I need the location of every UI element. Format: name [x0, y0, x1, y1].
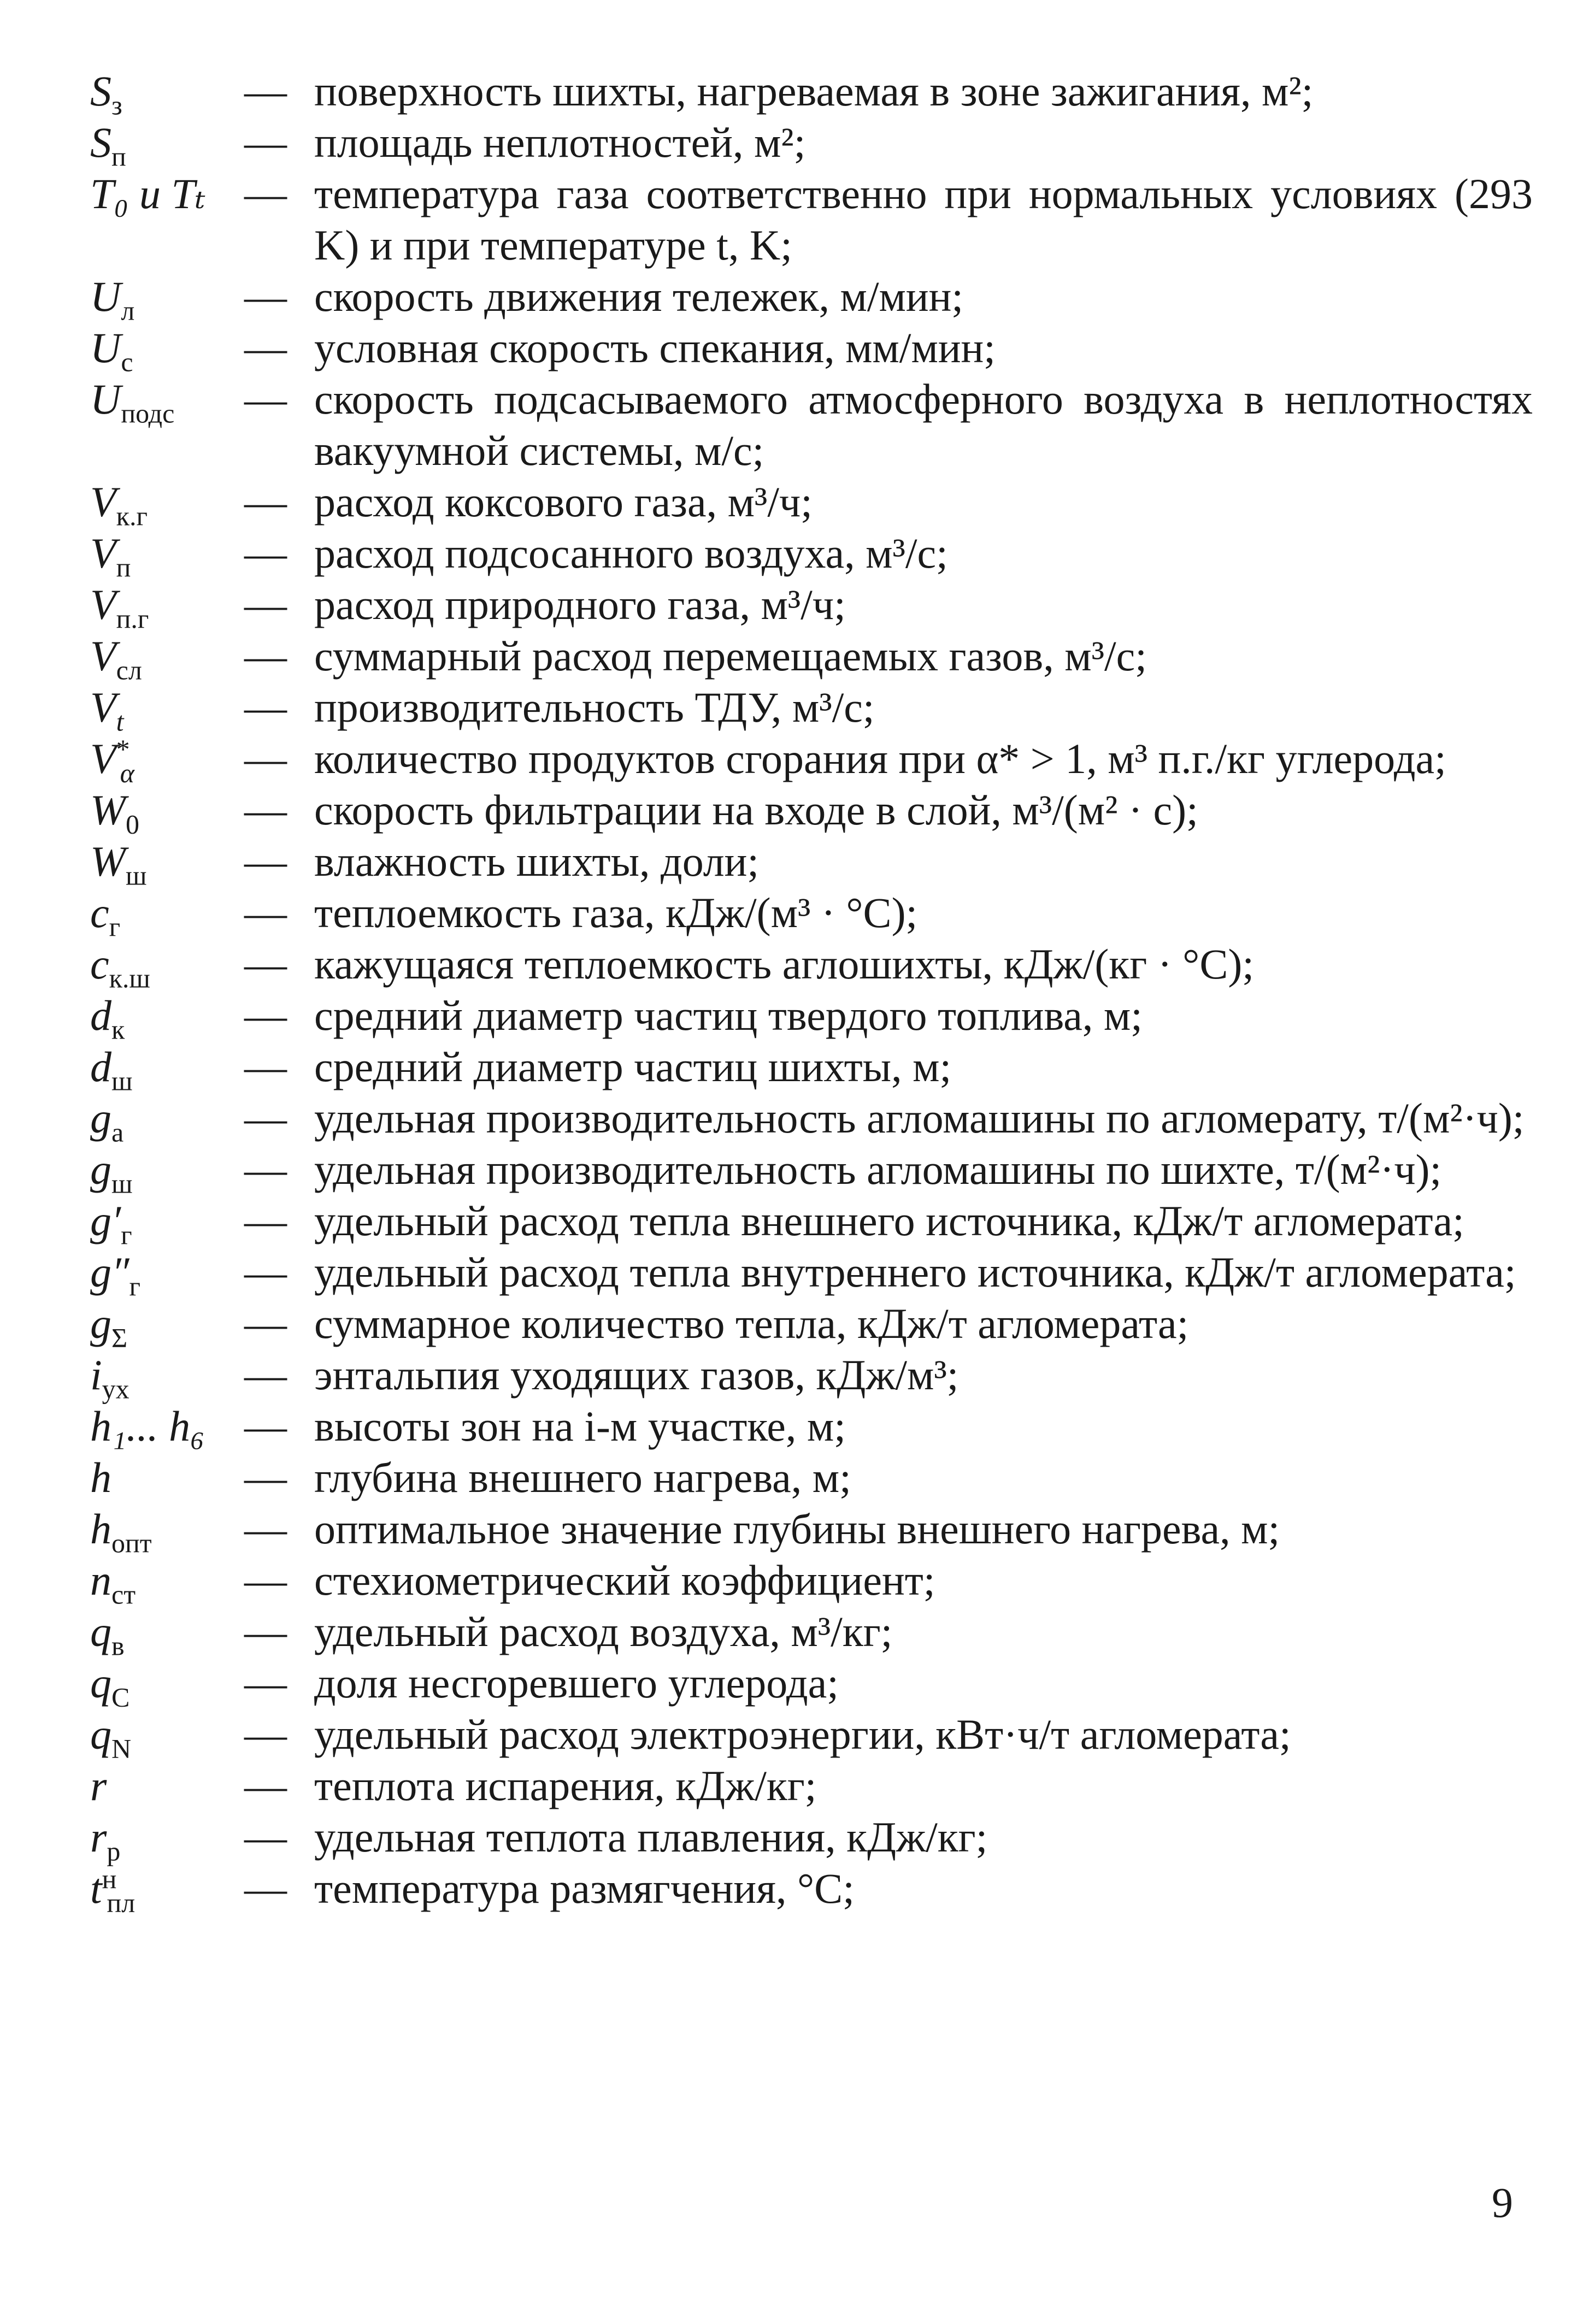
- symbol-base: q: [90, 1659, 111, 1707]
- notation-symbol: [90, 1298, 244, 1353]
- symbol-base: S: [90, 119, 111, 166]
- notation-entry: [90, 990, 1533, 1045]
- dash: —: [244, 1248, 287, 1296]
- notation-definition: расход коксового газа, м³/ч;: [314, 478, 813, 526]
- symbol-base: U: [90, 324, 121, 371]
- notation-entry: [90, 785, 1533, 840]
- notation-entry: [90, 836, 1533, 891]
- notation-symbol: [90, 887, 244, 942]
- notation-entry: [90, 1195, 1533, 1251]
- dash: —: [244, 375, 287, 423]
- dash: —: [244, 1454, 287, 1501]
- symbol-subscript: а: [111, 1117, 124, 1148]
- symbol-base: g: [90, 1094, 111, 1142]
- symbol-base: d: [90, 992, 111, 1039]
- dash: —: [244, 170, 287, 217]
- symbol-subscript: N: [111, 1733, 132, 1764]
- notation-definition: удельная теплота плавления, кДж/кг;: [314, 1813, 988, 1861]
- notation-definition: поверхность шихты, нагреваемая в зоне зажигания, м²;: [314, 67, 1314, 115]
- notation-symbol: [90, 168, 244, 220]
- notation-symbol: [90, 1349, 244, 1405]
- dash: —: [244, 1094, 287, 1142]
- dash: —: [244, 1762, 287, 1809]
- notation-entry: [90, 1144, 1533, 1199]
- notation-entry: [90, 733, 1533, 788]
- notation-entry: [90, 682, 1533, 737]
- dash: —: [244, 1505, 287, 1553]
- symbol-base: V: [90, 735, 116, 782]
- dash: —: [244, 1402, 287, 1450]
- dash: —: [244, 1865, 287, 1912]
- notation-definition: влажность шихты, доли;: [314, 837, 760, 885]
- notation-symbol: [90, 990, 244, 1045]
- notation-definition: площадь неплотностей, м²;: [314, 119, 806, 166]
- dash: —: [244, 683, 287, 731]
- notation-symbol: [90, 836, 244, 891]
- dash: —: [244, 67, 287, 115]
- symbol-base: c: [90, 940, 109, 988]
- notation-entry: [90, 117, 1533, 172]
- notation-entry: [90, 1709, 1533, 1764]
- symbol-subscript: в: [111, 1630, 125, 1661]
- notation-definition: суммарное количество тепла, кДж/т агломерата;: [314, 1300, 1189, 1347]
- page-number: 9: [1492, 2179, 1513, 2226]
- symbol-base: U: [90, 273, 121, 320]
- notation-symbol: [90, 579, 244, 634]
- symbol-base: W: [90, 837, 126, 885]
- notation-symbol: [90, 1812, 244, 1867]
- symbol-base: V: [90, 683, 116, 731]
- dash: —: [244, 786, 287, 834]
- notation-symbol: [90, 1144, 244, 1199]
- symbol-base: r: [90, 1813, 107, 1861]
- symbol-base: q: [90, 1710, 111, 1758]
- dash: —: [244, 478, 287, 526]
- notation-symbol: [90, 1452, 244, 1503]
- notation-definition: доля несгоревшего углерода;: [314, 1659, 839, 1707]
- notation-symbol: [90, 66, 244, 121]
- dash: —: [244, 1146, 287, 1193]
- symbol-base: r: [90, 1762, 107, 1809]
- notation-entry: [90, 939, 1533, 994]
- symbol-superscript: н: [102, 1863, 117, 1894]
- dash: —: [244, 324, 287, 371]
- notation-entry: [90, 1555, 1533, 1610]
- notation-definition: глубина внешнего нагрева, м;: [314, 1454, 851, 1501]
- notation-entry: [90, 374, 1533, 476]
- notation-entry: [90, 168, 1533, 271]
- symbol-base: t: [90, 1865, 102, 1912]
- notation-definition: суммарный расход перемещаемых газов, м³/с;: [314, 632, 1147, 680]
- symbol-subscript: t: [116, 706, 124, 737]
- notation-definition: температура газа соответственно при нормальных условиях (293 K) и при температуре t, K;: [314, 170, 1533, 269]
- dash: —: [244, 632, 287, 680]
- notation-entry: [90, 1401, 1533, 1452]
- symbol-base: h: [90, 1454, 111, 1501]
- notation-definition: кажущаяся теплоемкость аглошихты, кДж/(кг · °С);: [314, 940, 1255, 988]
- notation-symbol: [90, 476, 244, 532]
- symbol-superscript: *: [116, 734, 130, 764]
- symbol-subscript: 0: [125, 809, 139, 840]
- dash: —: [244, 1351, 287, 1399]
- symbol-base: S: [90, 67, 111, 115]
- notation-entry: [90, 528, 1533, 583]
- symbol-subscript: к: [111, 1014, 125, 1045]
- notation-symbol: [90, 682, 244, 737]
- symbol-subscript: C: [111, 1682, 130, 1713]
- symbol-subscript: сл: [116, 654, 142, 686]
- symbol-base: g: [90, 1146, 111, 1193]
- notation-definition: удельный расход воздуха, м³/кг;: [314, 1608, 893, 1655]
- dash: —: [244, 119, 287, 166]
- notation-symbol: [90, 1093, 244, 1148]
- notation-definition: скорость подсасываемого атмосферного воздуха в неплотностях вакуумной системы, м/с;: [314, 375, 1533, 474]
- notation-entry: [90, 1503, 1533, 1559]
- notation-definition: удельная производительность агломашины по шихте, т/(м²·ч);: [314, 1146, 1442, 1193]
- notation-definition: скорость движения тележек, м/мин;: [314, 273, 964, 320]
- symbol-subscript: ш: [111, 1168, 133, 1199]
- symbol-base: g: [90, 1300, 111, 1347]
- notation-entry: [90, 1298, 1533, 1353]
- symbol-base: h: [90, 1505, 111, 1553]
- symbol-subscript: ух: [102, 1373, 130, 1405]
- dash: —: [244, 1608, 287, 1655]
- notation-definition: температура размягчения, °С;: [314, 1865, 855, 1912]
- notation-definition: производительность ТДУ, м³/с;: [314, 683, 875, 731]
- symbol-base: V: [90, 529, 116, 577]
- notation-definition: средний диаметр частиц твердого топлива, м;: [314, 992, 1143, 1039]
- notation-definition: удельный расход электроэнергии, кВт·ч/т агломерата;: [314, 1710, 1291, 1758]
- symbol-base: V: [90, 478, 116, 526]
- symbol-subscript: п: [111, 141, 126, 172]
- notation-definition: теплоемкость газа, кДж/(м³ · °С);: [314, 889, 918, 936]
- notation-symbol: [90, 785, 244, 840]
- notation-symbol: [90, 117, 244, 172]
- notation-symbol: [90, 271, 244, 326]
- notation-entry: [90, 1452, 1533, 1503]
- symbol-subscript: с: [121, 346, 133, 377]
- notation-definition: расход подсосанного воздуха, м³/с;: [314, 529, 948, 577]
- notation-symbol: [90, 1760, 244, 1812]
- notation-entry: [90, 1349, 1533, 1405]
- dash: —: [244, 1197, 287, 1244]
- notation-symbol: [90, 1658, 244, 1713]
- notation-symbol: [90, 733, 244, 788]
- notation-symbol: [90, 374, 244, 429]
- dash: —: [244, 1710, 287, 1758]
- symbol-base: V: [90, 632, 116, 680]
- symbol-subscript: Σ: [111, 1322, 128, 1353]
- symbol-subscript: ш: [125, 860, 147, 891]
- notation-definition: энтальпия уходящих газов, кДж/м³;: [314, 1351, 959, 1399]
- symbol-base: i: [90, 1351, 102, 1399]
- notation-entry: [90, 476, 1533, 532]
- symbol-subscript: к.г: [116, 500, 148, 532]
- notation-definition: теплота испарения, кДж/кг;: [314, 1762, 817, 1809]
- symbol-list: [90, 66, 1533, 1918]
- notation-entry: [90, 630, 1533, 686]
- symbol-base: U: [90, 375, 121, 423]
- symbol-base: c: [90, 889, 109, 936]
- notation-entry: [90, 1247, 1533, 1302]
- symbol-subscript: п: [116, 552, 131, 583]
- dash: —: [244, 273, 287, 320]
- notation-symbol: [90, 1195, 244, 1251]
- notation-entry: [90, 1658, 1533, 1713]
- symbol-base: g″: [90, 1248, 130, 1296]
- dash: —: [244, 889, 287, 936]
- dash: —: [244, 940, 287, 988]
- notation-definition: стехиометрический коэффициент;: [314, 1556, 935, 1604]
- notation-definition: удельный расход тепла внешнего источника, кДж/т агломерата;: [314, 1197, 1464, 1244]
- notation-entry: [90, 322, 1533, 377]
- symbol-base: d: [90, 1043, 111, 1090]
- notation-symbol: [90, 1041, 244, 1096]
- symbol-base: q: [90, 1608, 111, 1655]
- dash: —: [244, 1043, 287, 1090]
- notation-symbol: [90, 1401, 244, 1452]
- notation-symbol: [90, 1606, 244, 1661]
- symbol-subscript: г: [129, 1271, 141, 1302]
- symbol-subscript: ш: [111, 1065, 133, 1096]
- dash: —: [244, 735, 287, 782]
- symbol-subscript: ст: [111, 1579, 136, 1610]
- dash: —: [244, 1556, 287, 1604]
- symbol-base: g′: [90, 1197, 121, 1244]
- notation-definition: удельный расход тепла внутреннего источника, кДж/т агломерата;: [314, 1248, 1516, 1296]
- symbol-subscript: л: [121, 295, 135, 326]
- symbol-subscript: подс: [121, 398, 175, 429]
- notation-symbol: [90, 1247, 244, 1302]
- notation-symbol: [90, 322, 244, 377]
- symbol-subscript: п.г: [116, 603, 149, 634]
- notation-entry: [90, 1606, 1533, 1661]
- notation-symbol: [90, 1709, 244, 1764]
- dash: —: [244, 529, 287, 577]
- notation-entry: [90, 579, 1533, 634]
- symbol-base: W: [90, 786, 126, 834]
- symbol-subscript: к.ш: [109, 963, 150, 994]
- notation-entry: [90, 66, 1533, 121]
- notation-symbol: [90, 939, 244, 994]
- notation-definition: скорость фильтрации на входе в слой, м³/(м² · с);: [314, 786, 1198, 834]
- dash: —: [244, 992, 287, 1039]
- notation-entry: [90, 1041, 1533, 1096]
- notation-symbol: [90, 1503, 244, 1559]
- symbol-subscript: г: [109, 911, 121, 942]
- notation-symbol: [90, 1863, 244, 1918]
- notation-definition: средний диаметр частиц шихты, м;: [314, 1043, 952, 1090]
- notation-entry: [90, 887, 1533, 942]
- symbol-subscript: пл: [107, 1887, 136, 1918]
- symbol-subscript: з: [111, 90, 122, 121]
- notation-symbol: [90, 630, 244, 686]
- notation-symbol: [90, 528, 244, 583]
- symbol-text: T₀ и Tₜ: [90, 170, 206, 217]
- symbol-base: n: [90, 1556, 111, 1604]
- notation-entry: [90, 1093, 1533, 1148]
- dash: —: [244, 1813, 287, 1861]
- symbol-subscript: р: [107, 1836, 121, 1867]
- symbol-base: V: [90, 581, 116, 628]
- notation-definition: удельная производительность агломашины по агломерату, т/(м²·ч);: [314, 1094, 1525, 1142]
- dash: —: [244, 1659, 287, 1707]
- notation-definition: высоты зон на i-м участке, м;: [314, 1402, 846, 1450]
- notation-symbol: [90, 1555, 244, 1610]
- dash: —: [244, 581, 287, 628]
- notation-definition: оптимальное значение глубины внешнего нагрева, м;: [314, 1505, 1280, 1553]
- notation-definition: условная скорость спекания, мм/мин;: [314, 324, 996, 371]
- symbol-text: h₁... h₆: [90, 1402, 205, 1450]
- notation-entry: [90, 1812, 1533, 1867]
- symbol-subscript: α: [120, 757, 134, 788]
- dash: —: [244, 837, 287, 885]
- dash: —: [244, 1300, 287, 1347]
- symbol-subscript: г: [121, 1219, 132, 1251]
- notation-definition: количество продуктов сгорания при α* > 1, м³ п.г./кг углерода;: [314, 735, 1446, 782]
- symbol-subscript: опт: [111, 1527, 152, 1559]
- notation-entry: [90, 271, 1533, 326]
- notation-entry: [90, 1760, 1533, 1812]
- notation-entry: [90, 1863, 1533, 1918]
- notation-definition: расход природного газа, м³/ч;: [314, 581, 846, 628]
